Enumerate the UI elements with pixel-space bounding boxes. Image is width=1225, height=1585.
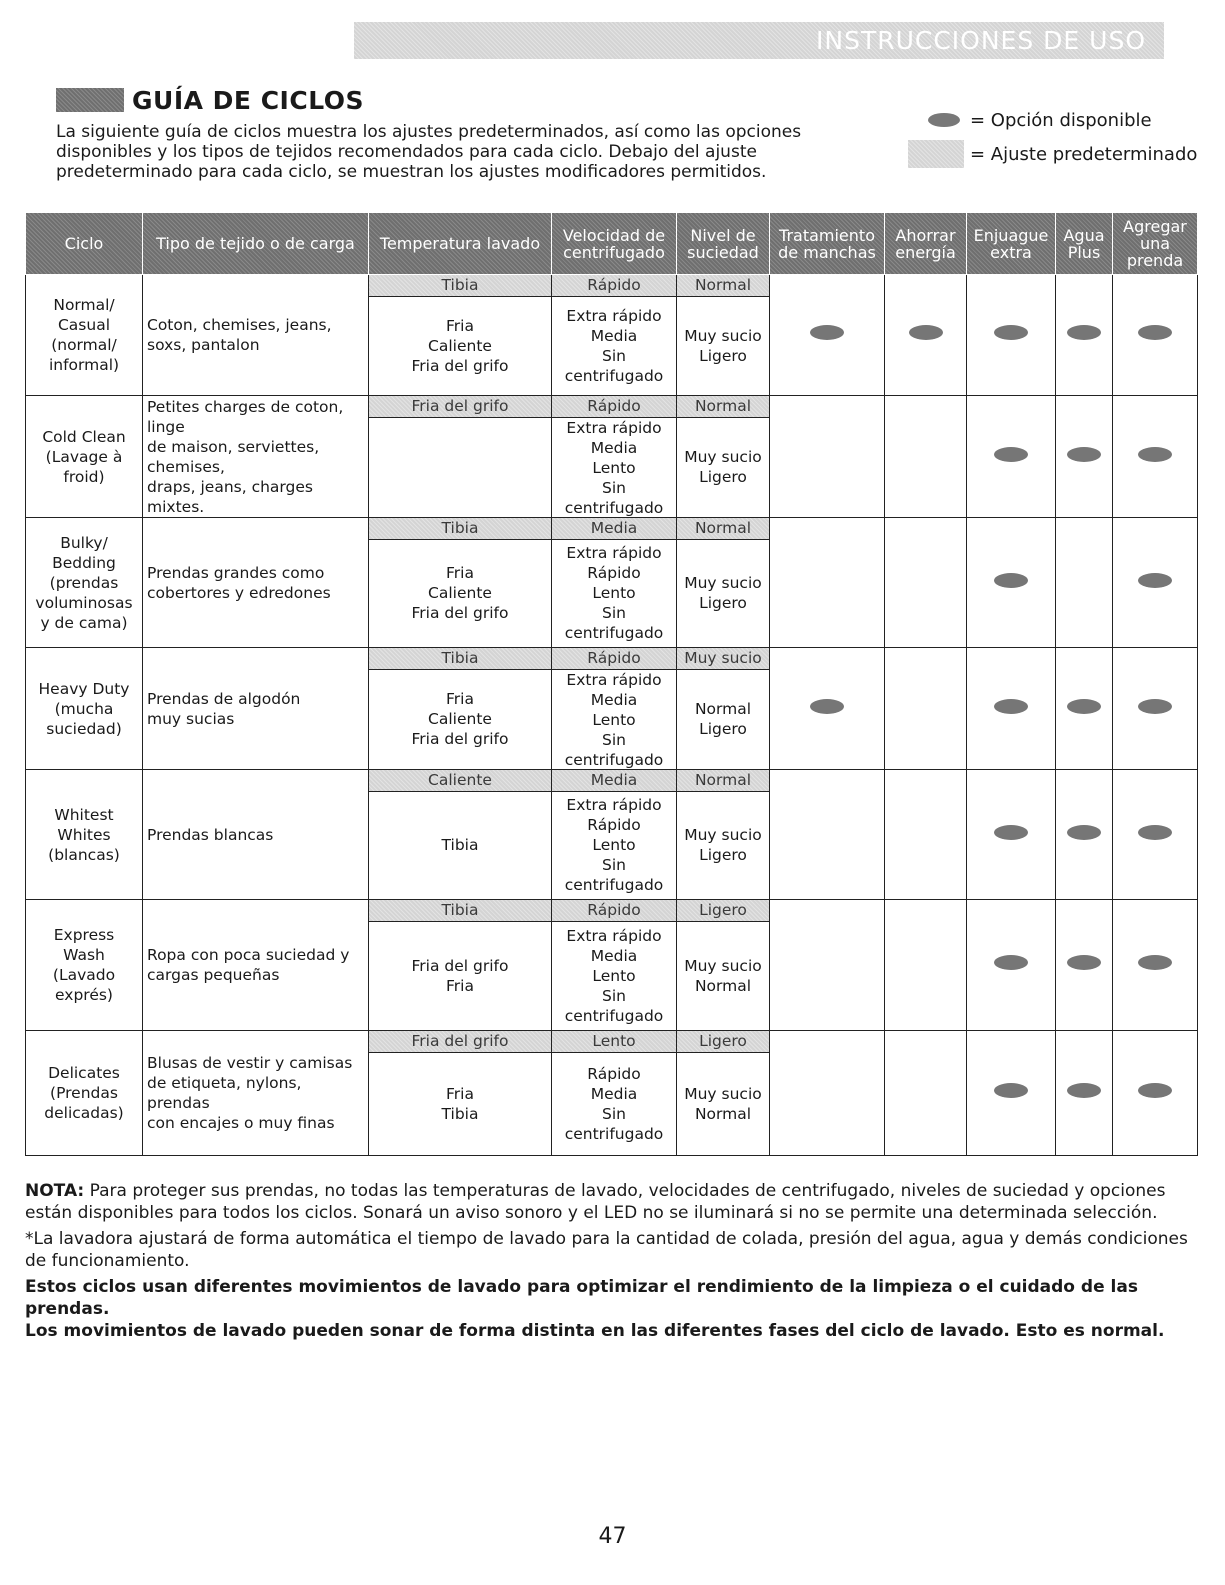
fabric-type-line: muy sucias — [147, 709, 235, 728]
spin-modifier: centrifugado — [564, 1006, 664, 1025]
fabric-type-line: cargas pequeñas — [147, 966, 280, 984]
table-row — [26, 518, 1198, 648]
option-cell — [1056, 648, 1113, 770]
option-cell — [885, 396, 967, 518]
cycle-name-line: (Prendas — [50, 1084, 118, 1102]
fabric-type-line: Prendas grandes como — [147, 563, 325, 582]
column-header: Tipo de tejido o de carga — [143, 213, 369, 275]
table-row — [26, 770, 1198, 900]
option-cell — [1113, 275, 1198, 396]
temp-setting-cell — [369, 648, 552, 770]
temp-modifier: Fria — [446, 564, 474, 582]
cycle-name-line: voluminosas — [35, 593, 133, 612]
temp-modifier: Tibia — [441, 836, 479, 854]
spin-modifier: Media — [590, 439, 638, 457]
soil-default-setting: Normal — [677, 518, 769, 540]
option-available-dot-icon — [1067, 699, 1101, 714]
temp-modifier-list — [369, 297, 551, 394]
option-available-dot-icon — [1067, 447, 1101, 462]
soil-modifier: Normal — [694, 1104, 752, 1123]
option-available-dot-icon — [994, 699, 1028, 714]
temp-default-setting: Fria del grifo — [369, 1031, 551, 1053]
spin-modifier: Extra rápido — [566, 544, 662, 562]
temp-setting-cell — [369, 518, 552, 648]
section-banner — [354, 22, 1164, 59]
option-cell — [885, 900, 967, 1031]
option-cell — [1113, 1031, 1198, 1156]
spin-default-setting: Rápido — [552, 900, 676, 922]
temp-modifier-list — [369, 922, 551, 1029]
soil-modifier: Muy sucio — [684, 326, 762, 345]
soil-default-setting: Muy sucio — [677, 648, 769, 670]
bold-note-2: Los movimientos de lavado pueden sonar de forma distinta en las diferentes fases del ciclo de lavado. Esto es normal. — [25, 1321, 1165, 1341]
fabric-type-cell — [143, 275, 369, 396]
spin-setting-cell — [552, 648, 677, 770]
soil-modifier: Muy sucio — [684, 1084, 762, 1103]
option-dot-icon — [928, 113, 960, 127]
cycle-name-line: (Lavado — [52, 966, 116, 984]
spin-modifier: Lento — [592, 711, 636, 729]
option-available-dot-icon — [810, 325, 844, 340]
temp-modifier: Fria del grifo — [411, 356, 509, 375]
option-cell — [967, 648, 1056, 770]
temp-modifier-list — [369, 670, 551, 768]
cycle-name-line: (normal/ — [51, 336, 117, 354]
fabric-type-line: con encajes o muy finas — [147, 1114, 335, 1132]
fabric-type-line: linge — [147, 417, 185, 436]
cycle-name-line: exprés) — [55, 986, 113, 1004]
soil-setting-cell — [677, 770, 770, 900]
spin-setting-cell — [552, 275, 677, 396]
asterisk-note: *La lavadora ajustará de forma automática el tiempo de lavado para la cantidad de colada, presión del agua, agua y demás condiciones de funcionamiento. — [25, 1229, 1188, 1271]
temp-default-setting: Fria del grifo — [369, 396, 551, 418]
option-cell — [885, 518, 967, 648]
temp-default-setting: Tibia — [369, 648, 551, 670]
option-available-dot-icon — [994, 447, 1028, 462]
temp-modifier: Fria — [446, 1084, 474, 1103]
column-header: Tratamiento de manchas — [770, 213, 885, 275]
column-header: Ahorrar energía — [885, 213, 967, 275]
soil-default-setting: Normal — [677, 275, 769, 297]
soil-modifier: Muy sucio — [684, 448, 762, 466]
spin-modifier: centrifugado — [564, 624, 664, 642]
option-cell — [1056, 1031, 1113, 1156]
cycle-name-cell — [26, 1031, 143, 1156]
column-header: Enjuague extra — [967, 213, 1056, 275]
spin-setting-cell — [552, 900, 677, 1031]
spin-modifier: centrifugado — [564, 366, 664, 385]
option-cell — [885, 275, 967, 396]
option-cell — [1056, 275, 1113, 396]
temp-setting-cell — [369, 900, 552, 1031]
note-text: Para proteger sus prendas, no todas las temperaturas de lavado, velocidades de centrifugado, niveles de suciedad y opciones están disponibles para todos los ciclos. Sonará un aviso sonoro y el LED no se iluminará si no se permite una determinada selección. — [25, 1181, 1166, 1223]
spin-modifier: centrifugado — [564, 876, 664, 894]
spin-setting-cell — [552, 770, 677, 900]
soil-setting-cell — [677, 518, 770, 648]
option-available-dot-icon — [1138, 825, 1172, 840]
option-available-dot-icon — [1138, 573, 1172, 588]
fabric-type-cell — [143, 1031, 369, 1156]
cycle-name-line: Wash — [63, 946, 105, 964]
fabric-type-line: de maison, serviettes, — [147, 437, 320, 456]
option-available-dot-icon — [1067, 325, 1101, 340]
spin-modifier: Lento — [592, 836, 636, 854]
temp-setting-cell — [369, 770, 552, 900]
spin-modifier-list — [552, 540, 676, 646]
soil-modifier: Ligero — [699, 346, 747, 365]
cycle-name-line: Normal/ — [53, 296, 115, 314]
spin-default-setting: Rápido — [552, 648, 676, 670]
legend — [908, 103, 1197, 171]
soil-default-setting: Normal — [677, 770, 769, 792]
spin-default-setting: Media — [552, 518, 676, 540]
option-cell — [770, 900, 885, 1031]
banner-text: INSTRUCCIONES DE USO — [816, 26, 1146, 55]
title-row — [56, 86, 364, 114]
option-cell — [770, 770, 885, 900]
spin-modifier: Lento — [592, 459, 636, 477]
cycle-name-line: Heavy Duty — [38, 679, 130, 698]
spin-modifier: Media — [590, 946, 638, 965]
spin-modifier-list — [552, 792, 676, 898]
cycle-name-line: (mucha — [54, 699, 114, 718]
soil-default-setting: Normal — [677, 396, 769, 418]
table-row — [26, 648, 1198, 770]
legend-available-label: = Opción disponible — [970, 109, 1152, 131]
spin-modifier: Sin — [602, 1104, 626, 1123]
option-cell — [885, 1031, 967, 1156]
cycle-name-cell — [26, 770, 143, 900]
note-paragraph — [25, 1180, 1205, 1224]
temp-modifier: Caliente — [428, 584, 492, 602]
cycle-name-line: (blancas) — [48, 845, 120, 864]
table-header-row — [26, 213, 1198, 275]
temp-modifier: Caliente — [428, 710, 492, 728]
fabric-type-cell — [143, 396, 369, 518]
option-available-dot-icon — [1138, 699, 1172, 714]
option-available-dot-icon — [1067, 1083, 1101, 1098]
soil-modifier-list — [677, 418, 769, 516]
spin-modifier: Extra rápido — [566, 306, 662, 325]
fabric-type-line: soxs, pantalon — [147, 336, 260, 354]
cycle-name-cell — [26, 518, 143, 648]
soil-modifier: Ligero — [699, 846, 747, 864]
column-header: Velocidad de centrifugado — [552, 213, 677, 275]
note-label: NOTA: — [25, 1181, 85, 1201]
option-cell — [1056, 396, 1113, 518]
option-cell — [1113, 396, 1198, 518]
temp-modifier: Fria — [446, 690, 474, 708]
soil-modifier-list — [677, 540, 769, 646]
fabric-type-line: Prendas blancas — [147, 825, 274, 844]
column-header: Ciclo — [26, 213, 143, 275]
option-cell — [1113, 518, 1198, 648]
spin-modifier: Lento — [592, 966, 636, 985]
fabric-type-cell — [143, 900, 369, 1031]
cycle-name-line: Casual — [57, 316, 111, 334]
spin-setting-cell — [552, 396, 677, 518]
soil-modifier: Muy sucio — [684, 574, 762, 592]
spin-modifier: centrifugado — [564, 1124, 664, 1143]
spin-modifier-list — [552, 670, 676, 770]
notes-section — [25, 1180, 1205, 1342]
option-cell — [967, 396, 1056, 518]
soil-modifier: Normal — [694, 976, 752, 995]
soil-modifier-list — [677, 1053, 769, 1154]
temp-default-setting: Tibia — [369, 518, 551, 540]
temp-default-setting: Caliente — [369, 770, 551, 792]
option-cell — [770, 396, 885, 518]
spin-modifier: Sin — [602, 986, 626, 1005]
column-header: Temperatura lavado — [369, 213, 552, 275]
spin-modifier: Extra rápido — [566, 926, 662, 945]
spin-default-setting: Lento — [552, 1031, 676, 1053]
cycle-name-line: (prendas — [49, 573, 119, 592]
fabric-type-line: mixtes. — [147, 497, 205, 516]
soil-modifier-list — [677, 792, 769, 898]
cycle-name-cell — [26, 900, 143, 1031]
fabric-type-line: draps, jeans, charges — [147, 477, 313, 496]
cycle-name-line: Delicates — [48, 1064, 120, 1082]
cycle-name-cell — [26, 396, 143, 518]
option-cell — [967, 770, 1056, 900]
spin-default-setting: Media — [552, 770, 676, 792]
soil-modifier: Normal — [694, 700, 752, 718]
option-cell — [770, 648, 885, 770]
spin-modifier: Media — [590, 1084, 638, 1103]
spin-modifier: Rápido — [587, 564, 641, 582]
option-available-dot-icon — [909, 325, 943, 340]
temp-modifier: Caliente — [428, 336, 492, 355]
option-available-dot-icon — [810, 699, 844, 714]
soil-modifier: Ligero — [699, 720, 747, 738]
cycle-name-line: Express — [53, 926, 115, 944]
cycle-name-cell — [26, 275, 143, 396]
fabric-type-cell — [143, 770, 369, 900]
spin-modifier: Media — [590, 326, 638, 345]
spin-setting-cell — [552, 518, 677, 648]
spin-modifier: Sin — [602, 479, 626, 497]
temp-modifier: Fria del grifo — [411, 956, 509, 975]
table-row — [26, 900, 1198, 1031]
temp-modifier-list — [369, 1053, 551, 1154]
option-cell — [1056, 770, 1113, 900]
option-available-dot-icon — [1138, 325, 1172, 340]
soil-setting-cell — [677, 1031, 770, 1156]
cycle-name-line: Bulky/ — [60, 533, 108, 552]
temp-default-setting: Tibia — [369, 275, 551, 297]
option-available-dot-icon — [994, 825, 1028, 840]
option-cell — [1056, 518, 1113, 648]
column-header: Agua Plus — [1056, 213, 1113, 275]
spin-modifier: Sin — [602, 856, 626, 874]
spin-default-setting: Rápido — [552, 275, 676, 297]
option-cell — [770, 275, 885, 396]
soil-default-setting: Ligero — [677, 900, 769, 922]
soil-default-setting: Ligero — [677, 1031, 769, 1053]
option-cell — [1113, 648, 1198, 770]
soil-modifier: Muy sucio — [684, 956, 762, 975]
soil-modifier-list — [677, 670, 769, 768]
option-available-dot-icon — [1138, 1083, 1172, 1098]
cycle-name-line: y de cama) — [40, 613, 128, 632]
cycle-name-line: Whites — [57, 825, 111, 844]
cycle-name-line: Bedding — [52, 553, 116, 572]
temp-modifier: Fria del grifo — [411, 730, 509, 748]
column-header: Nivel de suciedad — [677, 213, 770, 275]
option-available-dot-icon — [1138, 447, 1172, 462]
temp-setting-cell — [369, 1031, 552, 1156]
option-available-dot-icon — [1067, 825, 1101, 840]
soil-modifier: Ligero — [699, 594, 747, 612]
spin-modifier: Sin — [602, 731, 626, 749]
option-cell — [1056, 900, 1113, 1031]
cycle-name-line: suciedad) — [46, 719, 122, 738]
spin-modifier: Rápido — [587, 816, 641, 834]
temp-modifier: Fria del grifo — [411, 604, 509, 622]
soil-modifier: Muy sucio — [684, 826, 762, 844]
spin-modifier: centrifugado — [564, 499, 664, 517]
spin-modifier-list — [552, 418, 676, 518]
temp-default-setting: Tibia — [369, 900, 551, 922]
soil-modifier: Ligero — [699, 468, 747, 486]
option-cell — [967, 1031, 1056, 1156]
temp-modifier: Fria — [446, 316, 474, 335]
fabric-type-line: cobertores y edredones — [147, 583, 331, 602]
option-cell — [967, 518, 1056, 648]
option-cell — [1113, 900, 1198, 1031]
cycle-name-cell — [26, 648, 143, 770]
spin-modifier: Extra rápido — [566, 419, 662, 437]
option-available-dot-icon — [994, 573, 1028, 588]
spin-modifier: Lento — [592, 584, 636, 602]
table-row — [26, 275, 1198, 396]
spin-setting-cell — [552, 1031, 677, 1156]
soil-setting-cell — [677, 900, 770, 1031]
fabric-type-line: Ropa con poca suciedad y — [147, 946, 350, 964]
spin-modifier-list — [552, 297, 676, 394]
option-cell — [770, 518, 885, 648]
fabric-type-line: Petites charges de coton, — [147, 397, 344, 416]
spin-modifier: Sin — [602, 346, 626, 365]
legend-available — [908, 103, 1197, 137]
cycle-name-line: (Lavage à — [45, 447, 123, 466]
temp-setting-cell — [369, 396, 552, 518]
spin-default-setting: Rápido — [552, 396, 676, 418]
fabric-type-cell — [143, 518, 369, 648]
option-cell — [885, 770, 967, 900]
option-cell — [967, 900, 1056, 1031]
soil-modifier-list — [677, 922, 769, 1029]
soil-setting-cell — [677, 275, 770, 396]
page-title: GUÍA DE CICLOS — [132, 85, 364, 115]
bold-note-1: Estos ciclos usan diferentes movimientos de lavado para optimizar el rendimiento de la limpieza o el cuidado de las prendas. — [25, 1277, 1138, 1319]
column-header: Agregar una prenda — [1113, 213, 1198, 275]
option-available-dot-icon — [994, 1083, 1028, 1098]
default-swatch-icon — [908, 140, 964, 168]
table-body — [26, 275, 1198, 1156]
fabric-type-line: Coton, chemises, jeans, — [147, 316, 332, 334]
soil-setting-cell — [677, 648, 770, 770]
option-cell — [967, 275, 1056, 396]
spin-modifier: Rápido — [587, 1064, 641, 1083]
fabric-type-cell — [143, 648, 369, 770]
cycle-name-line: delicadas) — [44, 1104, 124, 1122]
temp-modifier-list — [369, 540, 551, 646]
option-available-dot-icon — [1138, 955, 1172, 970]
fabric-type-line: Prendas de algodón — [147, 689, 301, 708]
legend-default-label: = Ajuste predeterminado — [970, 143, 1198, 165]
table-row — [26, 396, 1198, 518]
option-cell — [770, 1031, 885, 1156]
soil-modifier-list — [677, 297, 769, 394]
temp-modifier-list — [369, 792, 551, 898]
cycle-guide-table — [25, 212, 1198, 1156]
fabric-type-line: Blusas de vestir y camisas — [147, 1054, 353, 1072]
table-row — [26, 1031, 1198, 1156]
page-number: 47 — [598, 1524, 627, 1549]
soil-setting-cell — [677, 396, 770, 518]
temp-modifier: Fria — [446, 976, 474, 995]
spin-modifier: centrifugado — [564, 751, 664, 769]
spin-modifier-list — [552, 1053, 676, 1154]
temp-modifier-list — [369, 418, 551, 516]
cycle-name-line: informal) — [48, 356, 120, 374]
temp-setting-cell — [369, 275, 552, 396]
intro-paragraph: La siguiente guía de ciclos muestra los ajustes predeterminados, así como las opciones disponibles y los tipos de tejidos recomendados para cada ciclo. Debajo del ajuste predeterminado para cada ciclo, se muestran los ajustes modificadores permitidos. — [56, 122, 802, 182]
cycle-name-line: Whitest — [54, 805, 114, 824]
option-available-dot-icon — [994, 325, 1028, 340]
legend-default — [908, 137, 1197, 171]
option-cell — [1113, 770, 1198, 900]
option-cell — [885, 648, 967, 770]
spin-modifier: Sin — [602, 604, 626, 622]
cycle-name-line: froid) — [63, 467, 105, 486]
title-marker — [56, 88, 124, 112]
cycle-name-line: Cold Clean — [42, 427, 126, 446]
spin-modifier: Extra rápido — [566, 671, 662, 689]
temp-modifier: Tibia — [441, 1104, 479, 1123]
spin-modifier-list — [552, 922, 676, 1029]
fabric-type-line: chemises, — [147, 457, 225, 476]
option-available-dot-icon — [1067, 955, 1101, 970]
option-available-dot-icon — [994, 955, 1028, 970]
fabric-type-line: de etiqueta, nylons, prendas — [147, 1074, 302, 1112]
spin-modifier: Extra rápido — [566, 796, 662, 814]
spin-modifier: Media — [590, 691, 638, 709]
